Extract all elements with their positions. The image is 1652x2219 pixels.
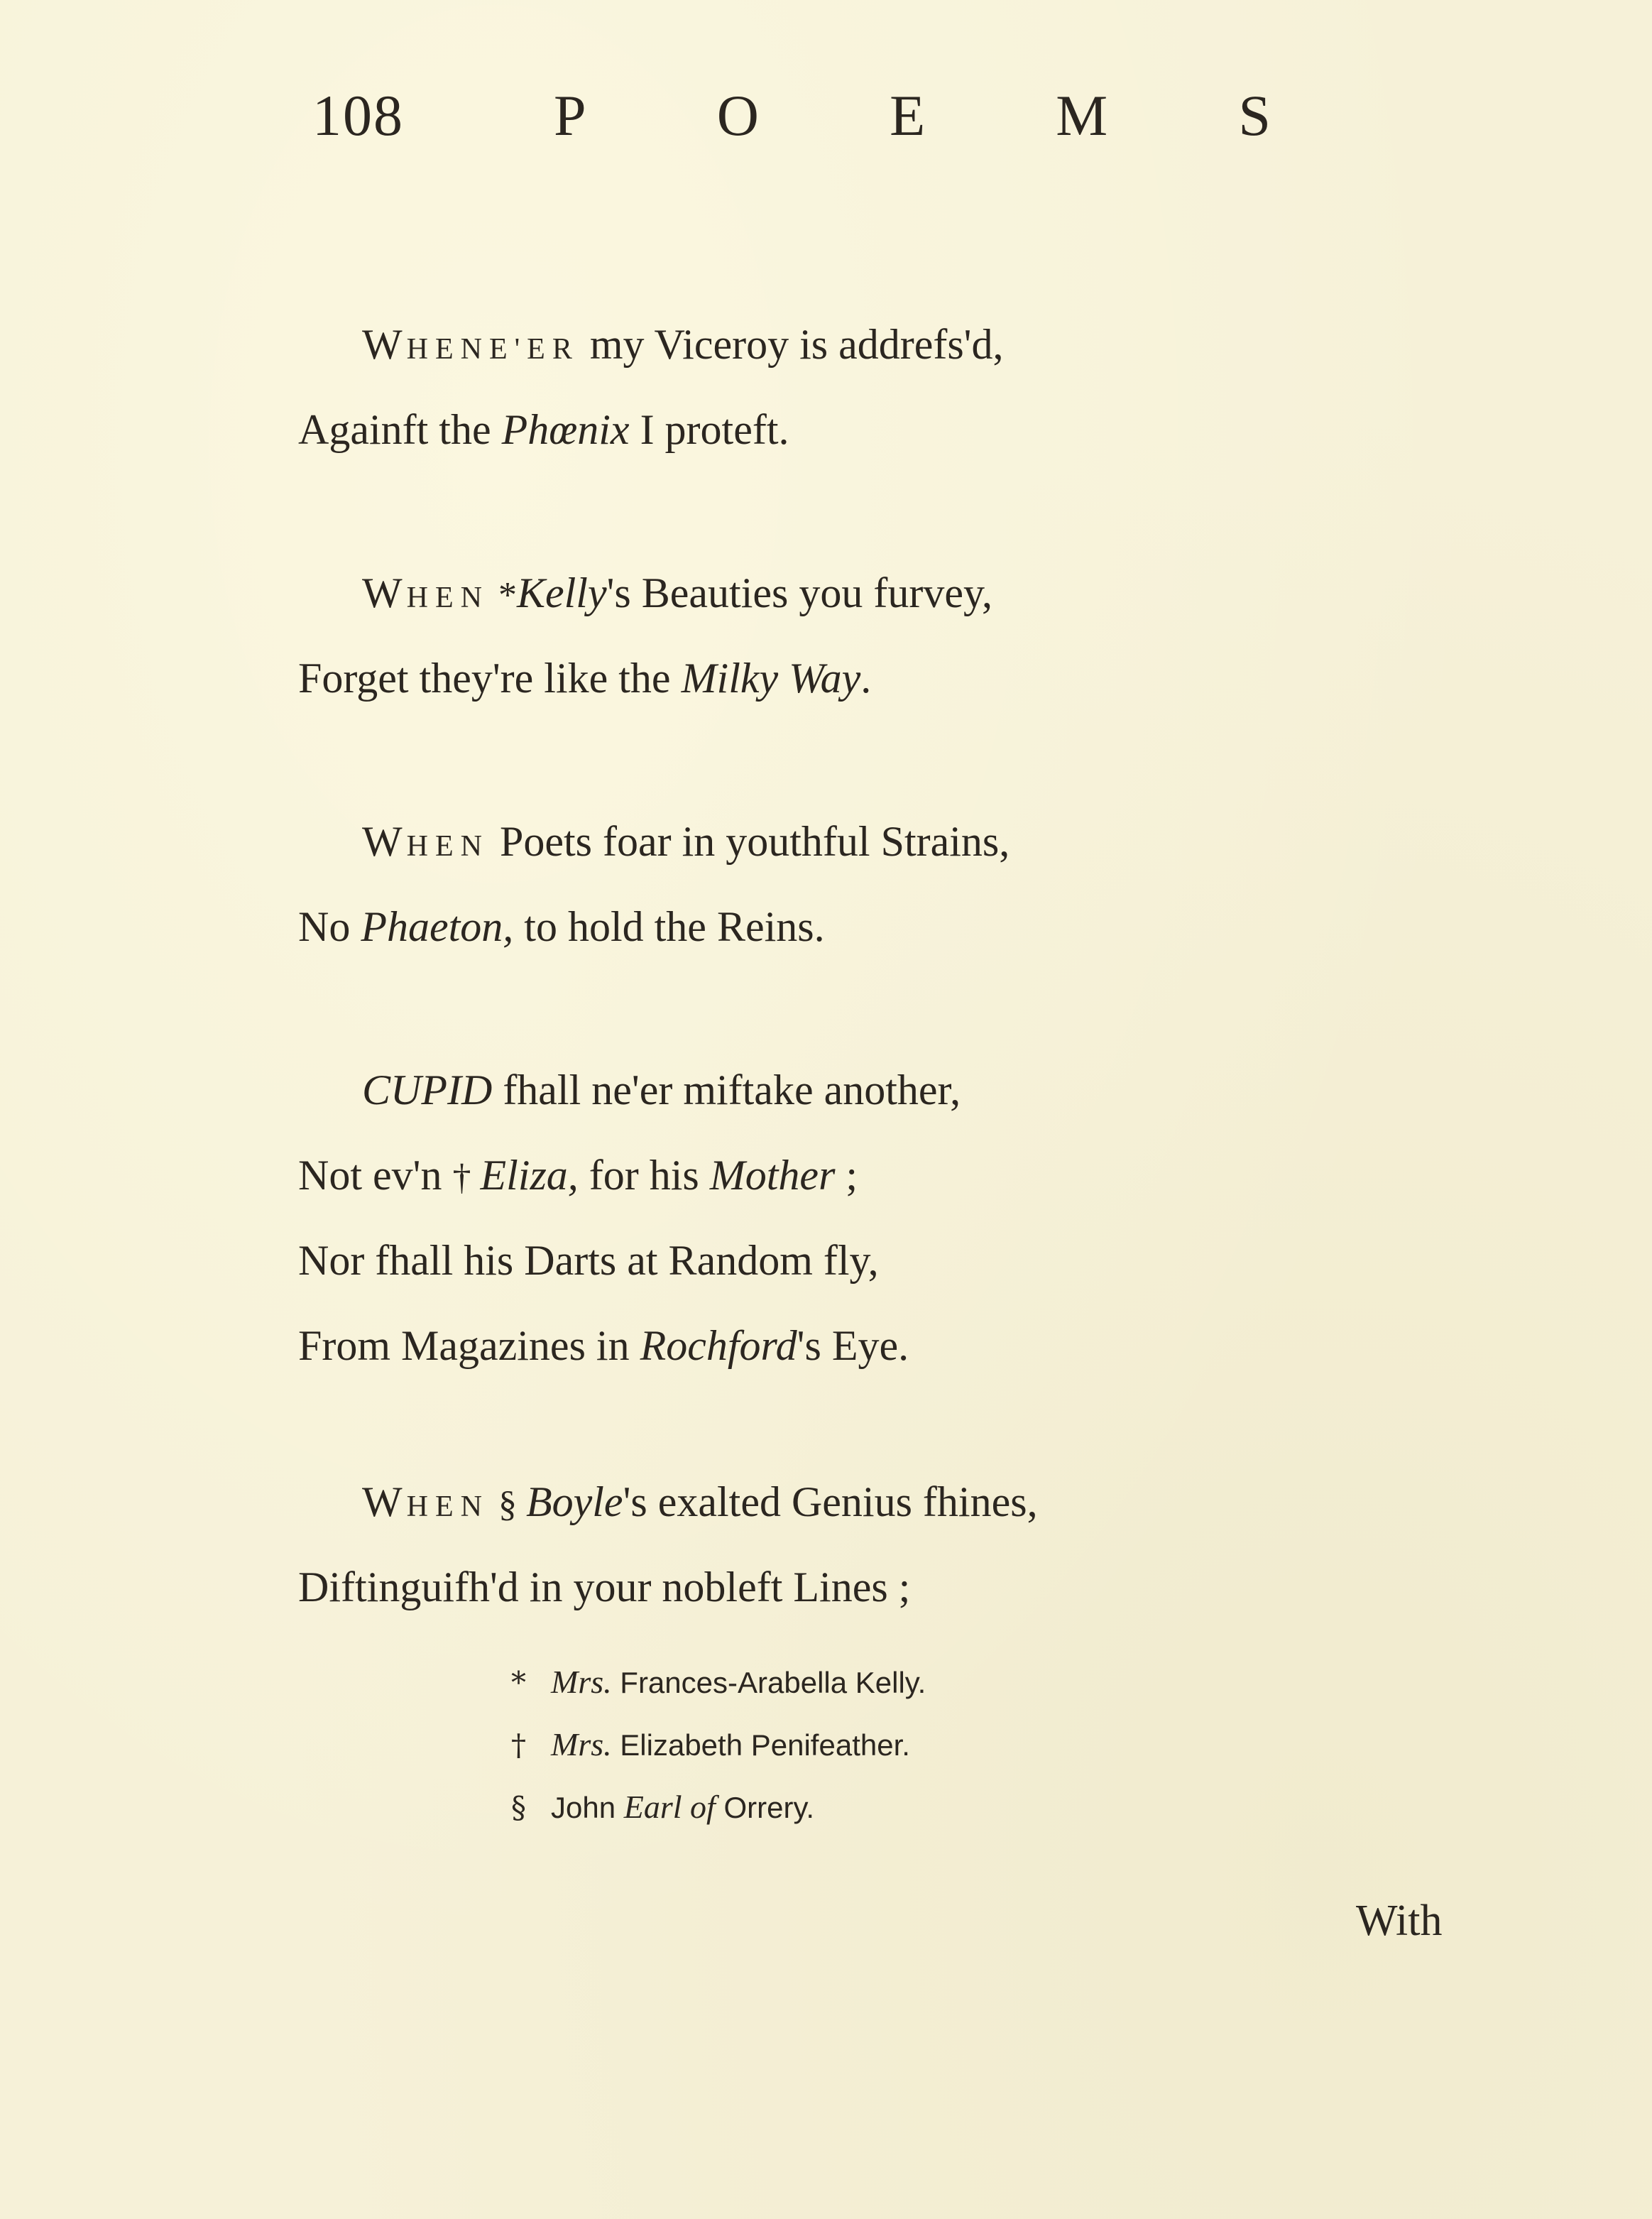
small-caps-word: HENE'ER: [406, 333, 579, 366]
verse-line: [298, 550, 1363, 636]
footnote-mark: §: [488, 1484, 526, 1525]
page-header: [312, 77, 1271, 155]
running-head-letter: P: [554, 83, 586, 148]
verse-line: [298, 1303, 1363, 1388]
line-text: to hold the Reins.: [513, 903, 825, 950]
italic-name: Boyle: [525, 1478, 623, 1525]
line-text: Poets foar in youthful Strains,: [488, 818, 1010, 865]
page-number: 108: [312, 83, 404, 148]
italic-name: Phœnix: [501, 406, 630, 453]
italic-name: Phaeton,: [361, 903, 514, 950]
running-head-letter: O: [716, 83, 759, 148]
verse-line: [298, 1133, 1363, 1218]
running-head-letter: M: [1056, 83, 1108, 148]
footnote-mark: †: [511, 1728, 526, 1762]
line-text: Againft the: [298, 406, 502, 453]
verse-line: [298, 302, 1363, 387]
italic-name: Mother: [709, 1152, 836, 1199]
verse-line: [298, 1047, 1363, 1133]
stanza-5: [298, 1459, 1363, 1630]
line-text: Not ev'n: [298, 1152, 453, 1199]
footnotes: [511, 1651, 1150, 1838]
stanza-4: [298, 1047, 1363, 1388]
catchword: With: [1356, 1897, 1443, 1945]
line-text: Forget they're like the: [298, 655, 682, 702]
footnote-text: Frances-Arabella Kelly.: [611, 1666, 926, 1699]
running-head: [554, 77, 1271, 155]
footnote-title: Mrs.: [551, 1726, 612, 1762]
footnote-text: Orrery.: [715, 1791, 815, 1824]
running-head-letter: E: [890, 83, 926, 148]
verse-line: [298, 884, 1363, 969]
verse-line: [298, 1544, 1363, 1630]
verse-line: [298, 387, 1363, 472]
line-text: No: [298, 903, 361, 950]
footnote-title: Mrs.: [551, 1664, 612, 1700]
small-caps-cap: W: [362, 569, 407, 616]
stanza-2: [298, 550, 1363, 721]
line-text: From Magazines in: [298, 1322, 640, 1369]
stanza-1: [298, 302, 1363, 472]
line-text: 's exalted Genius fhines,: [623, 1478, 1038, 1525]
verse-line: [298, 799, 1363, 884]
small-caps-cap: W: [362, 1478, 407, 1525]
italic-name: Milky Way: [681, 655, 861, 702]
stanza-3: [298, 799, 1363, 969]
footnote: [511, 1776, 1150, 1838]
footnote-title: Earl of: [623, 1789, 716, 1825]
small-caps-cap: W: [362, 321, 407, 368]
footnote-text: John: [551, 1791, 624, 1824]
line-text: Nor fhall his Darts at Random fly,: [298, 1237, 879, 1284]
verse-line: [298, 636, 1363, 721]
line-text: I proteft.: [629, 406, 789, 453]
footnote-text: Elizabeth Penifeather.: [611, 1728, 910, 1762]
footnote: [511, 1651, 1150, 1713]
italic-name: Rochford: [640, 1322, 797, 1369]
verse-line: [298, 1218, 1363, 1303]
small-caps-cap: W: [362, 818, 407, 865]
footnote-mark: *: [488, 575, 517, 616]
running-head-letter: S: [1238, 83, 1271, 148]
italic-name: CUPID: [362, 1067, 493, 1113]
line-text: .: [860, 655, 872, 702]
line-text: fhall ne'er miftake another,: [492, 1067, 961, 1113]
italic-name: Kelly: [516, 569, 607, 616]
line-text: 's Eye.: [797, 1322, 909, 1369]
line-text: Diftinguifh'd in your nobleft Lines ;: [298, 1564, 911, 1610]
small-caps-word: HEN: [406, 1490, 489, 1523]
footnote-mark: *: [511, 1665, 526, 1700]
line-text: ;: [835, 1152, 858, 1199]
line-text: for his: [578, 1152, 710, 1199]
italic-name: Eliza,: [480, 1152, 579, 1199]
line-text: my Viceroy is addrefs'd,: [579, 321, 1004, 368]
footnote-mark: †: [452, 1157, 481, 1198]
footnote: [511, 1713, 1150, 1776]
footnote-mark: §: [511, 1790, 526, 1825]
verse-line: [298, 1459, 1363, 1544]
small-caps-word: HEN: [406, 582, 489, 614]
line-text: 's Beauties you furvey,: [606, 569, 993, 616]
small-caps-word: HEN: [406, 830, 489, 863]
